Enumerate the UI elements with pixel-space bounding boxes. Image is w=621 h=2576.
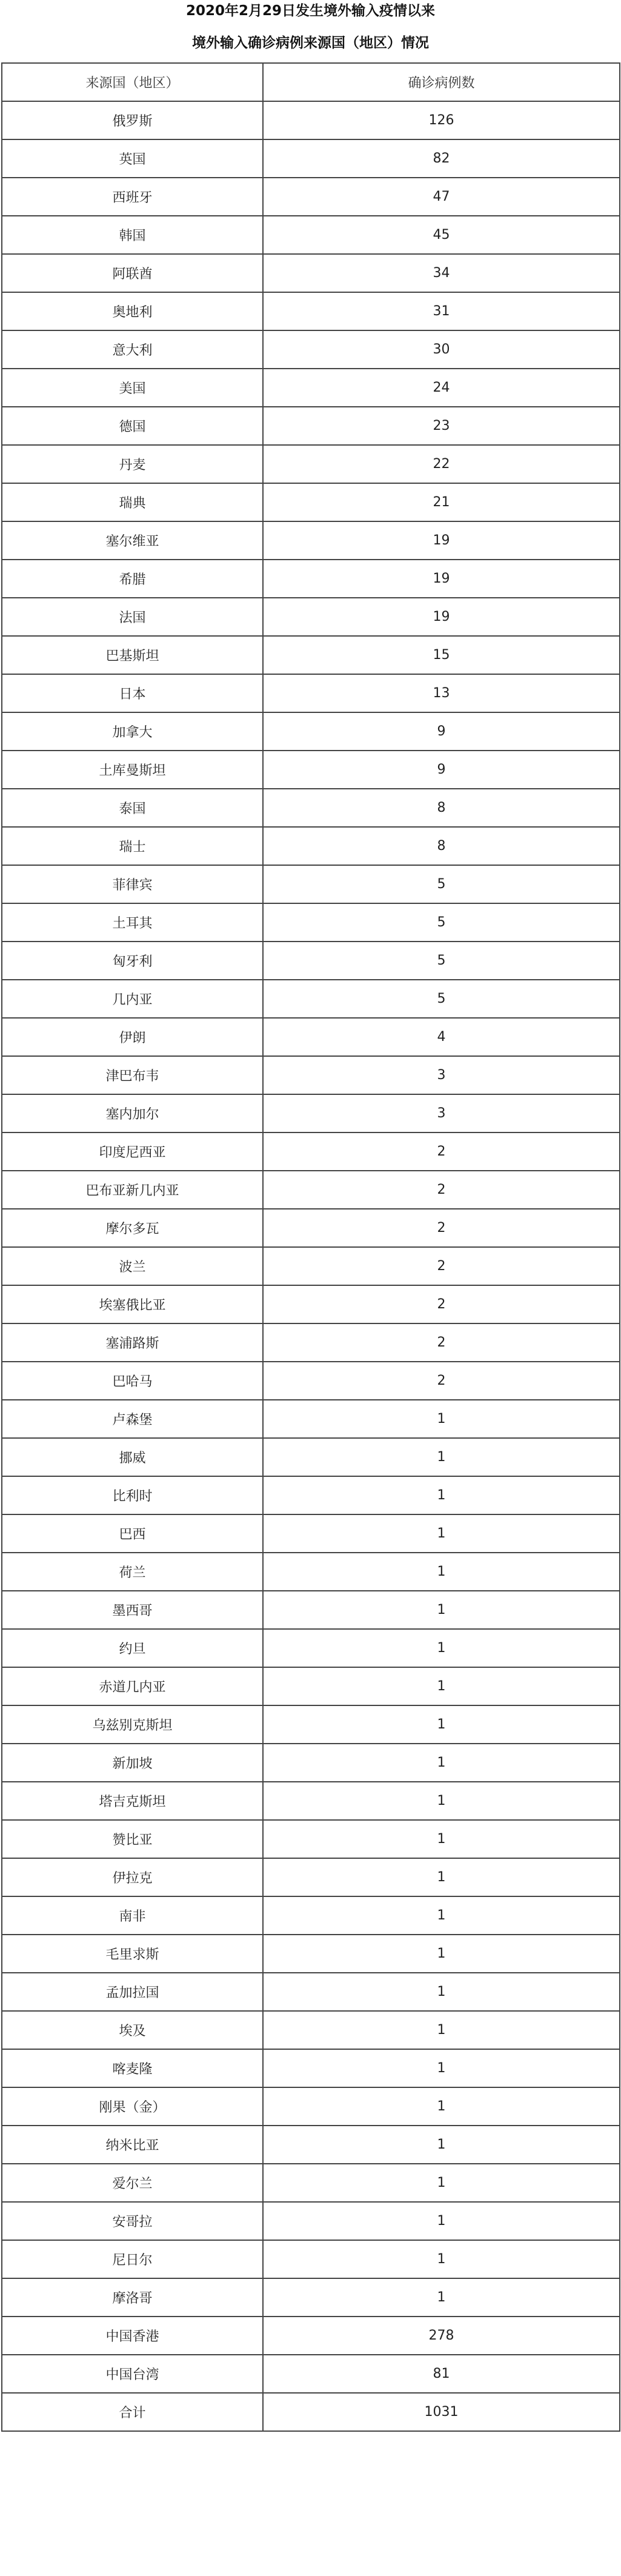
table-row — [2, 712, 620, 751]
cases-cell: 1 — [263, 2164, 620, 2202]
country-cell: 塔吉克斯坦 — [2, 1782, 263, 1820]
cases-cell: 1 — [263, 2202, 620, 2240]
table-row — [2, 254, 620, 292]
cases-cell: 2 — [263, 1247, 620, 1285]
cases-cell: 4 — [263, 1018, 620, 1056]
table-row — [2, 521, 620, 560]
country-cell: 爱尔兰 — [2, 2164, 263, 2202]
table-row — [2, 1629, 620, 1667]
country-cell: 加拿大 — [2, 712, 263, 751]
country-cell: 英国 — [2, 139, 263, 178]
country-cell: 法国 — [2, 598, 263, 636]
country-cell: 阿联酋 — [2, 254, 263, 292]
table-header-row — [2, 63, 620, 101]
country-cell: 约旦 — [2, 1629, 263, 1667]
country-cell: 喀麦隆 — [2, 2049, 263, 2087]
table-row — [2, 1935, 620, 1973]
cases-cell: 8 — [263, 827, 620, 865]
table-row — [2, 2126, 620, 2164]
table-row — [2, 827, 620, 865]
cases-cell: 1 — [263, 1591, 620, 1629]
country-cell: 俄罗斯 — [2, 101, 263, 139]
cases-cell: 19 — [263, 521, 620, 560]
table-row — [2, 1056, 620, 1094]
table-row — [2, 101, 620, 139]
table-row — [2, 1132, 620, 1171]
cases-cell: 1 — [263, 1935, 620, 1973]
cases-cell: 1 — [263, 1820, 620, 1858]
table-row — [2, 1247, 620, 1285]
cases-cell: 24 — [263, 369, 620, 407]
country-cell: 塞浦路斯 — [2, 1323, 263, 1362]
table-row — [2, 1438, 620, 1476]
country-cell: 刚果（金） — [2, 2087, 263, 2126]
country-cell: 比利时 — [2, 1476, 263, 1514]
cases-cell: 1 — [263, 1858, 620, 1896]
cases-cell: 47 — [263, 178, 620, 216]
cases-cell: 15 — [263, 636, 620, 674]
cases-cell: 9 — [263, 712, 620, 751]
table-row — [2, 483, 620, 521]
country-cell: 南非 — [2, 1896, 263, 1935]
table-row — [2, 1896, 620, 1935]
cases-cell: 81 — [263, 2355, 620, 2393]
cases-cell: 1 — [263, 1744, 620, 1782]
country-cell: 瑞士 — [2, 827, 263, 865]
table-row — [2, 1285, 620, 1323]
cases-cell: 8 — [263, 789, 620, 827]
cases-cell: 1 — [263, 1553, 620, 1591]
cases-cell: 1 — [263, 2011, 620, 2049]
table-row — [2, 1171, 620, 1209]
country-cell: 日本 — [2, 674, 263, 712]
table-row — [2, 1782, 620, 1820]
cases-cell: 5 — [263, 865, 620, 903]
table-row — [2, 1858, 620, 1896]
country-cell: 埃塞俄比亚 — [2, 1285, 263, 1323]
country-cell: 几内亚 — [2, 980, 263, 1018]
table-row — [2, 445, 620, 483]
table-row — [2, 2087, 620, 2126]
country-cell: 意大利 — [2, 330, 263, 369]
country-cell: 赞比亚 — [2, 1820, 263, 1858]
country-cell: 毛里求斯 — [2, 1935, 263, 1973]
table-row — [2, 1820, 620, 1858]
country-cell: 赤道几内亚 — [2, 1667, 263, 1705]
country-cell: 西班牙 — [2, 178, 263, 216]
cases-cell: 2 — [263, 1171, 620, 1209]
cases-cell: 1 — [263, 1514, 620, 1553]
header-country: 来源国（地区） — [2, 63, 263, 101]
table-row — [2, 216, 620, 254]
cases-cell: 22 — [263, 445, 620, 483]
country-cell: 纳米比亚 — [2, 2126, 263, 2164]
title-line-1: 2020年2月29日发生境外输入疫情以来 — [185, 3, 436, 19]
table-row — [2, 674, 620, 712]
cases-cell: 3 — [263, 1094, 620, 1132]
cases-cell: 31 — [263, 292, 620, 330]
table-row — [2, 1705, 620, 1744]
cases-cell: 23 — [263, 407, 620, 445]
country-cell: 巴哈马 — [2, 1362, 263, 1400]
table-row — [2, 1400, 620, 1438]
cases-cell: 1 — [263, 1667, 620, 1705]
total-label: 合计 — [2, 2393, 263, 2431]
country-cell: 卢森堡 — [2, 1400, 263, 1438]
table-row — [2, 292, 620, 330]
country-cell: 新加坡 — [2, 1744, 263, 1782]
table-row — [2, 178, 620, 216]
total-cases: 1031 — [263, 2393, 620, 2431]
country-cell: 中国台湾 — [2, 2355, 263, 2393]
cases-cell: 1 — [263, 1400, 620, 1438]
country-cell: 津巴布韦 — [2, 1056, 263, 1094]
country-cell: 泰国 — [2, 789, 263, 827]
table-row — [2, 789, 620, 827]
table-row — [2, 751, 620, 789]
country-cell: 波兰 — [2, 1247, 263, 1285]
table-row — [2, 1209, 620, 1247]
table-row — [2, 1973, 620, 2011]
table-row — [2, 1362, 620, 1400]
cases-cell: 21 — [263, 483, 620, 521]
country-cell: 摩洛哥 — [2, 2278, 263, 2317]
country-cell: 土库曼斯坦 — [2, 751, 263, 789]
table-body — [2, 101, 620, 2393]
table-row — [2, 369, 620, 407]
cases-cell: 2 — [263, 1285, 620, 1323]
table-row — [2, 2164, 620, 2202]
cases-cell: 5 — [263, 903, 620, 942]
table-row — [2, 330, 620, 369]
table-row — [2, 903, 620, 942]
country-cell: 塞尔维亚 — [2, 521, 263, 560]
country-cell: 埃及 — [2, 2011, 263, 2049]
table-row — [2, 2240, 620, 2278]
country-cell: 安哥拉 — [2, 2202, 263, 2240]
country-cell: 塞内加尔 — [2, 1094, 263, 1132]
cases-cell: 5 — [263, 980, 620, 1018]
country-cell: 印度尼西亚 — [2, 1132, 263, 1171]
table-row — [2, 1514, 620, 1553]
cases-cell: 1 — [263, 2126, 620, 2164]
table-row — [2, 2317, 620, 2355]
cases-cell: 19 — [263, 598, 620, 636]
cases-cell: 1 — [263, 1705, 620, 1744]
table-row — [2, 560, 620, 598]
country-cell: 丹麦 — [2, 445, 263, 483]
country-cell: 美国 — [2, 369, 263, 407]
country-cell: 希腊 — [2, 560, 263, 598]
table-row — [2, 1553, 620, 1591]
cases-cell: 1 — [263, 1629, 620, 1667]
table-row — [2, 1094, 620, 1132]
cases-cell: 19 — [263, 560, 620, 598]
country-cell: 孟加拉国 — [2, 1973, 263, 2011]
table-row — [2, 636, 620, 674]
cases-cell: 30 — [263, 330, 620, 369]
table-row — [2, 942, 620, 980]
cases-cell: 1 — [263, 2278, 620, 2317]
table-row — [2, 2011, 620, 2049]
cases-cell: 1 — [263, 2087, 620, 2126]
country-cell: 巴西 — [2, 1514, 263, 1553]
country-cell: 荷兰 — [2, 1553, 263, 1591]
table-row — [2, 407, 620, 445]
table-row — [2, 1667, 620, 1705]
country-cell: 尼日尔 — [2, 2240, 263, 2278]
cases-cell: 1 — [263, 1782, 620, 1820]
cases-cell: 1 — [263, 1896, 620, 1935]
table-row — [2, 139, 620, 178]
country-cell: 摩尔多瓦 — [2, 1209, 263, 1247]
cases-cell: 1 — [263, 2049, 620, 2087]
country-cell: 土耳其 — [2, 903, 263, 942]
table-row — [2, 865, 620, 903]
table-row — [2, 1018, 620, 1056]
table-row — [2, 2202, 620, 2240]
cases-cell: 126 — [263, 101, 620, 139]
country-cell: 瑞典 — [2, 483, 263, 521]
country-cell: 巴基斯坦 — [2, 636, 263, 674]
cases-cell: 2 — [263, 1323, 620, 1362]
title-line-2: 境外输入确诊病例来源国（地区）情况 — [192, 35, 429, 51]
cases-cell: 2 — [263, 1132, 620, 1171]
cases-cell: 2 — [263, 1209, 620, 1247]
country-cell: 菲律宾 — [2, 865, 263, 903]
header-cases: 确诊病例数 — [263, 63, 620, 101]
country-cell: 巴布亚新几内亚 — [2, 1171, 263, 1209]
country-cell: 奥地利 — [2, 292, 263, 330]
table-row — [2, 2049, 620, 2087]
table-row — [2, 598, 620, 636]
cases-cell: 1 — [263, 1476, 620, 1514]
cases-cell: 1 — [263, 2240, 620, 2278]
cases-cell: 3 — [263, 1056, 620, 1094]
table-row — [2, 1744, 620, 1782]
table-row — [2, 2278, 620, 2317]
table-row — [2, 1591, 620, 1629]
cases-cell: 9 — [263, 751, 620, 789]
country-cell: 韩国 — [2, 216, 263, 254]
country-cell: 中国香港 — [2, 2317, 263, 2355]
cases-cell: 2 — [263, 1362, 620, 1400]
table-row — [2, 1323, 620, 1362]
cases-cell: 34 — [263, 254, 620, 292]
cases-cell: 82 — [263, 139, 620, 178]
country-cell: 墨西哥 — [2, 1591, 263, 1629]
country-cell: 德国 — [2, 407, 263, 445]
country-cell: 伊拉克 — [2, 1858, 263, 1896]
cases-cell: 5 — [263, 942, 620, 980]
total-row — [2, 2393, 620, 2431]
table-row — [2, 1476, 620, 1514]
cases-cell: 45 — [263, 216, 620, 254]
cases-cell: 1 — [263, 1438, 620, 1476]
table-row — [2, 980, 620, 1018]
cases-table — [1, 62, 620, 2432]
country-cell: 匈牙利 — [2, 942, 263, 980]
cases-cell: 1 — [263, 1973, 620, 2011]
cases-cell: 278 — [263, 2317, 620, 2355]
country-cell: 伊朗 — [2, 1018, 263, 1056]
country-cell: 挪威 — [2, 1438, 263, 1476]
country-cell: 乌兹别克斯坦 — [2, 1705, 263, 1744]
table-row — [2, 2355, 620, 2393]
cases-cell: 13 — [263, 674, 620, 712]
